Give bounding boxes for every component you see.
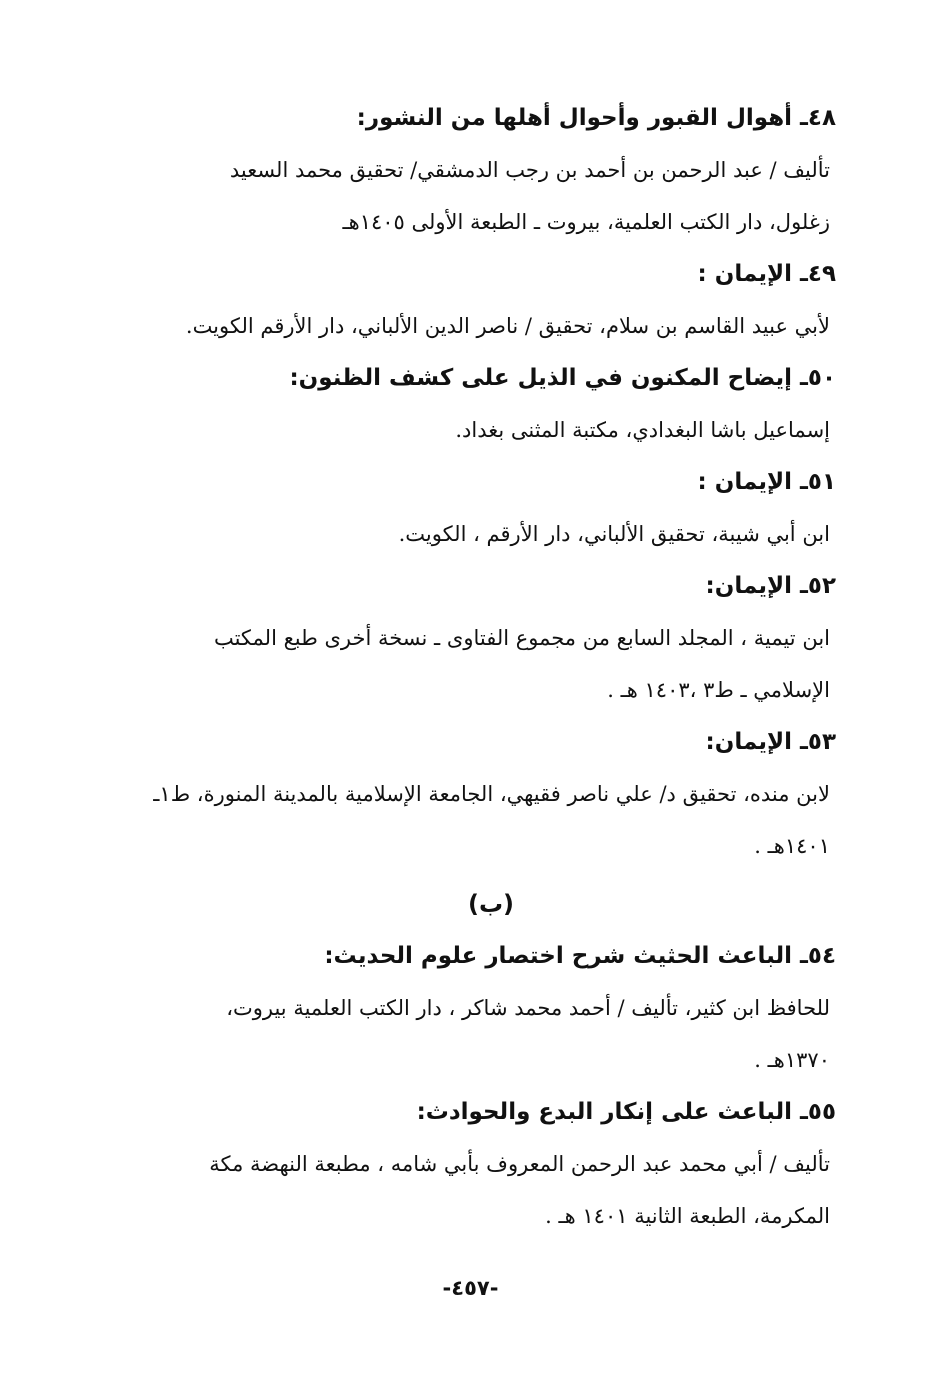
entry-line: ١٤٠١هـ . bbox=[754, 834, 830, 858]
entry-heading: ٤٨ـ أهوال القبور وأحوال أهلها من النشور: bbox=[356, 105, 836, 131]
entry-line: ابن تيمية ، المجلد السابع من مجموع الفتاوى ـ نسخة أخرى طبع المكتب bbox=[213, 626, 830, 650]
entry-heading: ٥٣ـ الإيمان: bbox=[705, 729, 836, 755]
entry-line: لابن منده، تحقيق د/ علي ناصر فقيهي، الجامعة الإسلامية بالمدينة المنورة، ط١ـ bbox=[153, 782, 830, 806]
entry-heading: ٥٥ـ الباعث على إنكار البدع والحوادث: bbox=[416, 1099, 836, 1125]
section-heading: (ب) bbox=[467, 890, 515, 918]
bibliography-entry bbox=[146, 1086, 836, 1242]
entry-line: ١٣٧٠هـ . bbox=[754, 1048, 830, 1072]
bibliography-entry bbox=[146, 92, 836, 248]
bibliography-entry bbox=[146, 456, 836, 560]
entry-line: ابن أبي شيبة، تحقيق الألباني، دار الأرقم ، الكويت. bbox=[398, 522, 830, 546]
bibliography-entry bbox=[146, 930, 836, 1086]
entry-line: تأليف / أبي محمد عبد الرحمن المعروف بأبي شامه ، مطبعة النهضة مكة bbox=[209, 1152, 830, 1176]
entry-heading: ٤٩ـ الإيمان : bbox=[697, 261, 836, 287]
entry-line: زغلول، دار الكتب العلمية، بيروت ـ الطبعة الأولى ١٤٠٥هـ bbox=[342, 210, 830, 234]
entry-line: لأبي عبيد القاسم بن سلام، تحقيق / ناصر الدين الألباني، دار الأرقم الكويت. bbox=[185, 314, 830, 338]
bibliography-entry bbox=[146, 248, 836, 352]
entry-line: إسماعيل باشا البغدادي، مكتبة المثنى بغداد. bbox=[455, 418, 830, 442]
bibliography-entry bbox=[146, 716, 836, 872]
bibliography-text bbox=[146, 92, 836, 1242]
entry-line: للحافظ ابن كثير، تأليف / أحمد محمد شاكر ، دار الكتب العلمية بيروت، bbox=[226, 996, 830, 1020]
entry-heading: ٥١ـ الإيمان : bbox=[697, 469, 836, 495]
page-number: -٤٥٧- bbox=[442, 1276, 499, 1300]
entry-line: المكرمة، الطبعة الثانية ١٤٠١ هـ . bbox=[545, 1204, 830, 1228]
entry-heading: ٥٤ـ الباعث الحثيث شرح اختصار علوم الحديث: bbox=[324, 943, 836, 969]
bibliography-entry bbox=[146, 352, 836, 456]
entry-heading: ٥٠ـ إيضاح المكنون في الذيل على كشف الظنون: bbox=[289, 365, 836, 391]
bibliography-entry bbox=[146, 560, 836, 716]
entry-line: تأليف / عبد الرحمن بن أحمد بن رجب الدمشقي/ تحقيق محمد السعيد bbox=[229, 158, 830, 182]
entry-line: الإسلامي ـ ط٣ ،١٤٠٣ هـ . bbox=[607, 678, 830, 702]
entry-heading: ٥٢ـ الإيمان: bbox=[705, 573, 836, 599]
